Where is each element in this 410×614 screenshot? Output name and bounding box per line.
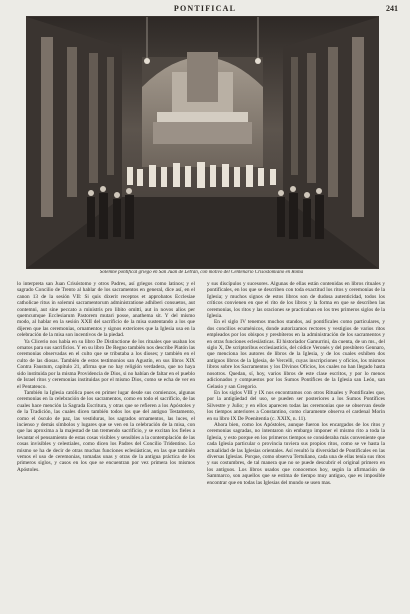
- page-header: [0, 4, 410, 16]
- paragraph: Ya Clicerio nos había en su libro De Distinctione de los rituales que usaban los ornatos para sus sacrificios. Y en su libro De Regno también nos describe Platón las ceremonias observadas en el culto que se tributaba a los dioses; y también en el culto de las diosas. También de estos testimonios san Agustín, en sus libros XIX Contra Faustum, capítulo 21, afirma que no hay religión verdadera, que no haya sido instituida por la misma Providencia de Dios, si no habían de faltar en el pueblo de Israel ritos y ceremonias instituidas por el mismo Dios, como se echa de ver en el Pentateuco.: [17, 338, 195, 390]
- paragraph: En el siglo IV tenemos muchos standos, así pontificales como particulares, y dos concilios ecuménicos, donde autorizamos rectores y vestigios de varios ritos empleados por los obispos y presbíteros en la administración de los sacramentos y en otras funciones eclesiásticas. El historiador Gamurrini, da cuenta, de un ms., del siglo X, De scriptoribus ecclesiasticis, del códice Veronés y del presbítero Gennaro, que menciona los autores de libros de la Iglesia, y de los cuales exhiben dos antiguos libros de la Iglesia, de Vercelli, cuyas inscripciones y oficios, los mismos libros sobre los Sacramentos y los Divinos Oficios, los cuales no han llegado hasta nosotros. Quedan, sí, hoy, varios libros de este clase escritos, y por lo menos adicionados y compuestos por los Sumos Pontífices de la Iglesia san León, san Gelasio y san Gregorio.: [207, 319, 385, 390]
- paragraph: Ahora bien, como los Apóstoles, aunque fueron los encargados de los ritos y ceremonias sagradas, no intentaron sin embargo imponer el mismo rito a toda la Iglesia, y esto porque en los primeros tiempos se consideraba más conveniente que cada Iglesia particular o provincia tuviera sus propios ritos, como se ve hasta la actualidad de las Iglesias orientales. Así resultó la diversidad de Pontificales en las diversas Iglesias. Porque, como observa Tertuliano, cada una de ellas tenía sus ritos y sus costumbres, de tal manera que no se puede descubrir el original primero en los antiguos. Los libros usados que conocemos hoy, según la afirmación de Sammarco, son aquellos que se estima de tiempo muy antiguo, que es imposible encontrar que en todas las Iglesias del mundo se usen mas.: [207, 421, 385, 486]
- running-head: PONTIFICAL: [173, 4, 237, 13]
- right-text-column: [207, 281, 385, 611]
- page-number: 241: [386, 4, 398, 13]
- left-text-column: [17, 281, 195, 611]
- figure-caption: Solemne pontifical griego en San Juan de Letrán, con motivo del Centenario Crisostomiano en Roma: [99, 270, 304, 275]
- paragraph: También la Iglesia católica pues en primer lugar desde sus comienzos, algunas ceremonias en la celebración de los sacramentos, como en todo el sacrificio, de las cuales hace mención la Sagrada Escritura, y otras que se refieren a los Apóstoles y de la Tradición, las cuales dicen también todos los que del antiguo Testamento, como el ósculo de paz, las vestiduras, los sagrados ornamentos, las luces, el incienso y demás símbolos y lugares que se ven en la celebración de la misa, con que las aproxima a la majestad de tan tremendo sacrificio, y se excitan los fieles a levantar el pensamiento de estas cosas visibles y sensibles a la contemplación de las cosas invisibles y celestiales, como dicen los Padres del Concilio Tridentino. Lo mismo se ha de decir de otras muchas funciones eclesiásticas, en las que también vemos el uso de ceremonias, tomadas unas y otras de la antigua práctica de los primeros siglos, y casos en los que se encuentran por vez primera los mismos Apóstoles.: [17, 389, 195, 473]
- paragraph: En los siglos VIII y IX nos encontramos con otros Rituales y Pontificales que, por la antigüedad del uso, se pueden ser posteriores a los Sumos Pontífices Silvestre y Julio; y en ellos aparecen todas las ceremonias que se observan desde los tiempos anteriores a Constantino, como claramente observa el cardenal Morin en su libro IX De Poenitentia (c. XXIX, n. 11).: [207, 389, 385, 422]
- paragraph: y sus discípulos y sucesores. Algunas de ellas están contenidas en libros rituales y pontificales, en los que se describen con toda exactitud los ritos y ceremonias de la Iglesia; y muchos signos de estos libros son de dudosa autenticidad, todos los críticos convienen en que el rito de los libros y la forma en que se describen las ceremonias, los ritos y las oraciones se practicaban en los tres primeros siglos de la Iglesia.: [207, 281, 385, 320]
- cathedral-photograph: [26, 16, 379, 269]
- paragraph: lo interpreta san Juan Crisóstomo y otros Padres, así griegos como latinos; y el sagrado Concilio de Trento al hablar de los sacramentos en general, dice así, en el canon 13 de la sesión VII: Si quis dixerit receptos et approbatos Ecclesiae catholicae ritus in solemni sacramentorum administratione adhiberi consuetos, aut contemni, aut sine peccato a ministris pro libito omitti, aut in novos alios per quemcumque Ecclesiarum Pastorem mutari posse, anathema sit. Y del mismo modo, al hablar en la sesión XXII del sacrificio de la misa sustentando a los que dijeren que las ceremonias, ornamentos y signos exteriores que la Iglesia usa en la celebración de la misa son incentivos de la piedad.: [17, 281, 195, 339]
